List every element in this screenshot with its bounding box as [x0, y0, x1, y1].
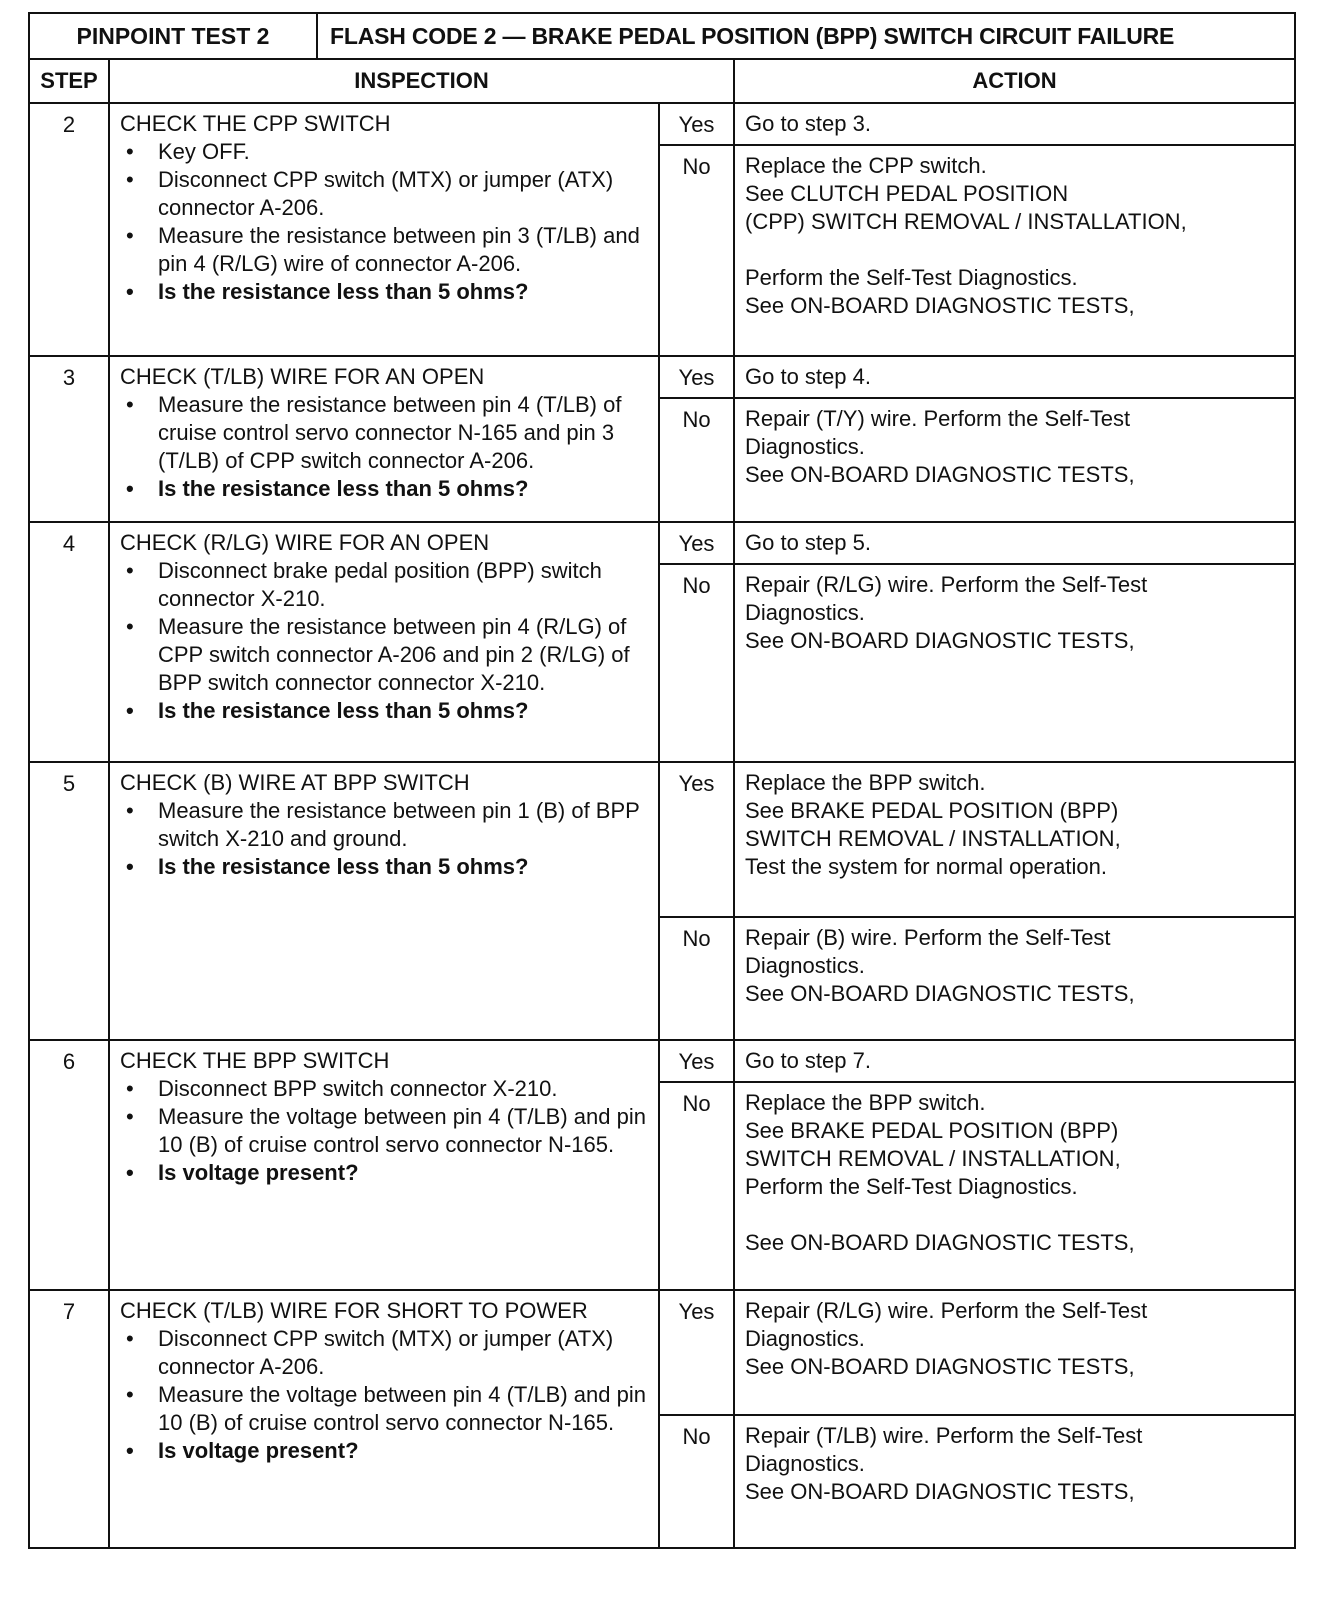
inspection-title: CHECK THE CPP SWITCH [120, 111, 391, 136]
answer-label: No [660, 399, 735, 521]
answers-cell [660, 104, 1294, 355]
step-number: 3 [30, 357, 110, 521]
answer-label: Yes [660, 523, 735, 563]
action-text [735, 918, 1294, 1039]
answer-yes [660, 104, 1294, 146]
answer-yes [660, 763, 1294, 918]
inspection-bullets [120, 391, 650, 503]
answer-label: No [660, 565, 735, 761]
action-line: Repair (T/Y) wire. Perform the Self-Test [745, 406, 1131, 431]
header-action: ACTION [972, 68, 1057, 93]
step-number: 7 [30, 1291, 110, 1547]
answers-cell [660, 1291, 1294, 1547]
inspection-question: • Is the resistance less than 5 ohms? [120, 278, 650, 306]
action-line [745, 1201, 1284, 1229]
answer-label: Yes [660, 763, 735, 916]
action-line: Go to step 3. [745, 111, 871, 136]
action-line: Replace the BPP switch. [745, 770, 986, 795]
action-line: See CLUTCH PEDAL POSITION [745, 181, 1069, 206]
inspection-bullet: • Key OFF. [120, 138, 650, 166]
inspection-question: • Is the resistance less than 5 ohms? [120, 853, 650, 881]
action-text [735, 1083, 1294, 1289]
action-line: Go to step 7. [745, 1048, 871, 1073]
action-text [735, 763, 1294, 916]
action-text [735, 1291, 1294, 1414]
action-line: Go to step 4. [745, 364, 871, 389]
answer-no [660, 918, 1294, 1039]
answer-label: No [660, 1083, 735, 1289]
inspection-question: • Is the resistance less than 5 ohms? [120, 475, 650, 503]
action-line: See ON-BOARD DIAGNOSTIC TESTS, [745, 1230, 1135, 1255]
answer-yes [660, 1041, 1294, 1083]
pinpoint-test-table [28, 12, 1296, 1549]
inspection-title: CHECK (T/LB) WIRE FOR AN OPEN [120, 364, 485, 389]
inspection-title: CHECK (T/LB) WIRE FOR SHORT TO POWER [120, 1298, 588, 1323]
inspection-title: CHECK THE BPP SWITCH [120, 1048, 390, 1073]
inspection-cell [110, 523, 660, 761]
test-description: FLASH CODE 2 — BRAKE PEDAL POSITION (BPP) SWITCH CIRCUIT FAILURE [330, 22, 1175, 49]
inspection-cell [110, 357, 660, 521]
step-number: 5 [30, 763, 110, 1039]
test-title: PINPOINT TEST 2 [30, 14, 318, 58]
action-text [735, 1041, 1294, 1081]
inspection-bullets [120, 797, 650, 881]
answer-label: Yes [660, 104, 735, 144]
step-number: 4 [30, 523, 110, 761]
inspection-title: CHECK (R/LG) WIRE FOR AN OPEN [120, 530, 490, 555]
answer-no [660, 146, 1294, 355]
answers-cell [660, 357, 1294, 521]
inspection-bullets [120, 1075, 650, 1187]
title-bar [30, 14, 1294, 60]
answer-label: Yes [660, 1041, 735, 1081]
action-line: Diagnostics. [745, 1451, 865, 1476]
answer-no [660, 399, 1294, 521]
action-text [735, 146, 1294, 355]
action-line: Diagnostics. [745, 600, 865, 625]
step-row [30, 357, 1294, 523]
action-line: SWITCH REMOVAL / INSTALLATION, [745, 826, 1121, 851]
inspection-bullet: • Measure the resistance between pin 4 (R/LG) of CPP switch connector A-206 and pin 2 (R/LG) of BPP switch connector connector X-210. [120, 613, 650, 697]
action-text [735, 399, 1294, 521]
inspection-bullets [120, 138, 650, 306]
answer-label: Yes [660, 357, 735, 397]
action-line: (CPP) SWITCH REMOVAL / INSTALLATION, [745, 209, 1187, 234]
inspection-bullet: • Disconnect CPP switch (MTX) or jumper (ATX) connector A-206. [120, 1325, 650, 1381]
action-text [735, 1416, 1294, 1547]
step-row [30, 1041, 1294, 1291]
step-rows [30, 104, 1294, 1547]
action-text [735, 357, 1294, 397]
step-number: 2 [30, 104, 110, 355]
action-line: Perform the Self-Test Diagnostics. [745, 1174, 1078, 1199]
action-line: See ON-BOARD DIAGNOSTIC TESTS, [745, 980, 1135, 1006]
action-text [735, 523, 1294, 563]
inspection-question: • Is voltage present? [120, 1159, 650, 1187]
answer-label: No [660, 1416, 735, 1547]
action-line: See BRAKE PEDAL POSITION (BPP) [745, 798, 1119, 823]
inspection-title: CHECK (B) WIRE AT BPP SWITCH [120, 770, 470, 795]
answers-cell [660, 523, 1294, 761]
action-line: See ON-BOARD DIAGNOSTIC TESTS, [745, 628, 1135, 653]
action-text [735, 565, 1294, 761]
inspection-bullet: • Measure the voltage between pin 4 (T/LB) and pin 10 (B) of cruise control servo connector N-165. [120, 1103, 650, 1159]
answer-yes [660, 357, 1294, 399]
action-line: Perform the Self-Test Diagnostics. [745, 265, 1078, 290]
inspection-bullet: • Disconnect brake pedal position (BPP) switch connector X-210. [120, 557, 650, 613]
inspection-bullet: • Disconnect CPP switch (MTX) or jumper (ATX) connector A-206. [120, 166, 650, 222]
action-text [735, 104, 1294, 144]
answer-label: No [660, 918, 735, 1039]
step-row [30, 104, 1294, 357]
inspection-bullet: • Disconnect BPP switch connector X-210. [120, 1075, 650, 1103]
answer-yes [660, 1291, 1294, 1416]
action-line: Diagnostics. [745, 1326, 865, 1351]
answer-label: No [660, 146, 735, 355]
action-line: See ON-BOARD DIAGNOSTIC TESTS, [745, 1354, 1135, 1379]
step-number: 6 [30, 1041, 110, 1289]
step-row [30, 763, 1294, 1041]
action-line: See ON-BOARD DIAGNOSTIC TESTS, [745, 1479, 1135, 1504]
answers-cell [660, 1041, 1294, 1289]
inspection-question: • Is voltage present? [120, 1437, 650, 1465]
action-line: Test the system for normal operation. [745, 854, 1107, 879]
column-headers [30, 60, 1294, 104]
inspection-bullet: • Measure the voltage between pin 4 (T/LB) and pin 10 (B) of cruise control servo connector N-165. [120, 1381, 650, 1437]
answer-no [660, 565, 1294, 761]
answers-cell [660, 763, 1294, 1039]
action-line [745, 236, 1284, 264]
action-line: Repair (T/LB) wire. Perform the Self-Test [745, 1423, 1143, 1448]
inspection-cell [110, 1291, 660, 1547]
inspection-cell [110, 104, 660, 355]
action-line: See ON-BOARD DIAGNOSTIC TESTS, [745, 293, 1135, 318]
action-line: Diagnostics. [745, 952, 865, 978]
answer-label: Yes [660, 1291, 735, 1414]
inspection-bullet: • Measure the resistance between pin 4 (T/LB) of cruise control servo connector N-165 and pin 3 (T/LB) of CPP switch connector A-206. [120, 391, 650, 475]
action-line: See ON-BOARD DIAGNOSTIC TESTS, [745, 462, 1135, 487]
step-row [30, 1291, 1294, 1547]
header-inspection: INSPECTION [110, 60, 735, 102]
inspection-cell [110, 763, 660, 1039]
answer-no [660, 1416, 1294, 1547]
action-line: Repair (R/LG) wire. Perform the Self-Test [745, 1298, 1148, 1323]
inspection-question: • Is the resistance less than 5 ohms? [120, 697, 650, 725]
inspection-bullet: • Measure the resistance between pin 3 (T/LB) and pin 4 (R/LG) wire of connector A-206. [120, 222, 650, 278]
action-line: Repair (R/LG) wire. Perform the Self-Test [745, 572, 1148, 597]
inspection-cell [110, 1041, 660, 1289]
action-line: Diagnostics. [745, 434, 865, 459]
header-step: STEP [30, 60, 110, 102]
action-line: Go to step 5. [745, 530, 871, 555]
answer-no [660, 1083, 1294, 1289]
action-line: See BRAKE PEDAL POSITION (BPP) [745, 1118, 1119, 1143]
action-line: SWITCH REMOVAL / INSTALLATION, [745, 1146, 1121, 1171]
action-line: Replace the BPP switch. [745, 1090, 986, 1115]
action-line: Repair (B) wire. Perform the Self-Test [745, 924, 1111, 950]
answer-yes [660, 523, 1294, 565]
inspection-bullet: • Measure the resistance between pin 1 (B) of BPP switch X-210 and ground. [120, 797, 650, 853]
inspection-bullets [120, 1325, 650, 1465]
inspection-bullets [120, 557, 650, 725]
step-row [30, 523, 1294, 763]
action-line: Replace the CPP switch. [745, 153, 987, 178]
